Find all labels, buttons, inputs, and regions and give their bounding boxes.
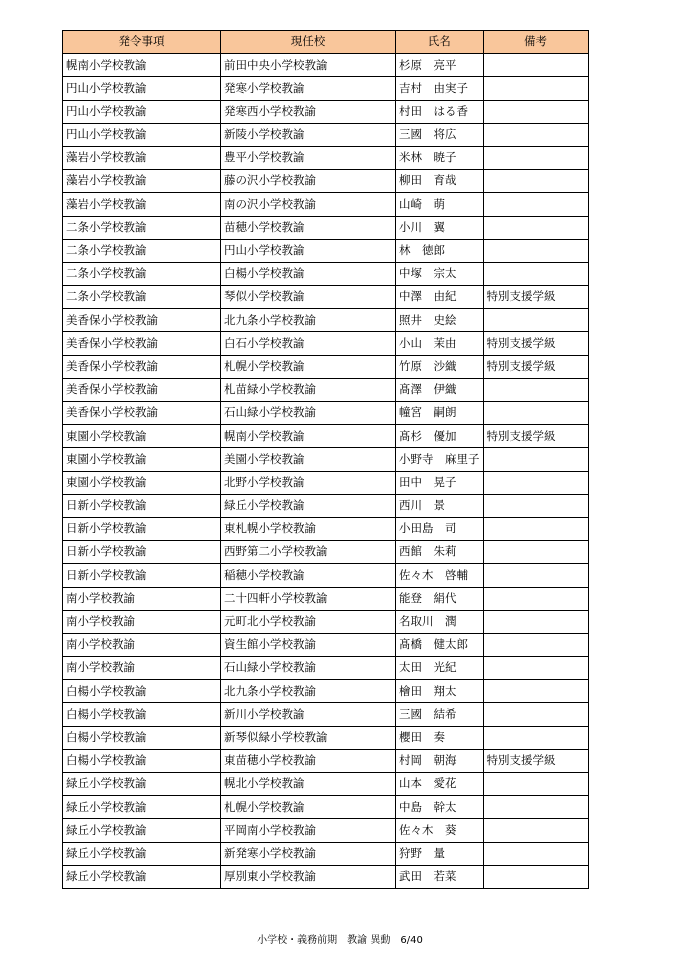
cell-name: 小田島 司 <box>396 517 484 540</box>
cell-current-school: 北九条小学校教諭 <box>221 309 396 332</box>
header-remarks: 備考 <box>483 31 588 54</box>
table-row <box>63 842 589 865</box>
cell-current-school: 苗穂小学校教諭 <box>221 216 396 239</box>
table-row <box>63 494 589 517</box>
table-row <box>63 471 589 494</box>
cell-current-school: 石山緑小学校教諭 <box>221 402 396 425</box>
cell-current-school: 北野小学校教諭 <box>221 471 396 494</box>
cell-remarks <box>483 541 588 564</box>
cell-name: 山崎 萌 <box>396 193 484 216</box>
cell-current-school: 札苗緑小学校教諭 <box>221 378 396 401</box>
cell-assignment: 美香保小学校教諭 <box>63 402 221 425</box>
cell-remarks <box>483 494 588 517</box>
table-row <box>63 587 589 610</box>
cell-assignment: 日新小学校教諭 <box>63 541 221 564</box>
cell-current-school: 西野第二小学校教諭 <box>221 541 396 564</box>
cell-current-school: 南の沢小学校教諭 <box>221 193 396 216</box>
cell-name: 狩野 量 <box>396 842 484 865</box>
cell-current-school: 白石小学校教諭 <box>221 332 396 355</box>
cell-name: 三國 結希 <box>396 703 484 726</box>
cell-current-school: 円山小学校教諭 <box>221 239 396 262</box>
cell-name: 能登 絹代 <box>396 587 484 610</box>
cell-current-school: 新川小学校教諭 <box>221 703 396 726</box>
cell-remarks: 特別支援学級 <box>483 425 588 448</box>
header-current-school: 現任校 <box>221 31 396 54</box>
cell-assignment: 日新小学校教諭 <box>63 564 221 587</box>
cell-current-school: 前田中央小学校教諭 <box>221 54 396 77</box>
cell-name: 髙杉 優加 <box>396 425 484 448</box>
table-row <box>63 100 589 123</box>
cell-name: 太田 光紀 <box>396 657 484 680</box>
table-row <box>63 286 589 309</box>
cell-name: 西川 景 <box>396 494 484 517</box>
cell-name: 中塚 宗太 <box>396 262 484 285</box>
cell-remarks <box>483 865 588 888</box>
cell-current-school: 厚別東小学校教諭 <box>221 865 396 888</box>
cell-remarks <box>483 703 588 726</box>
cell-name: 檜田 翔太 <box>396 680 484 703</box>
table-row <box>63 703 589 726</box>
table-row <box>63 402 589 425</box>
cell-assignment: 東園小学校教諭 <box>63 471 221 494</box>
cell-name: 佐々木 葵 <box>396 819 484 842</box>
cell-assignment: 緑丘小学校教諭 <box>63 796 221 819</box>
cell-name: 小川 翼 <box>396 216 484 239</box>
table-row <box>63 239 589 262</box>
cell-current-school: 札幌小学校教諭 <box>221 796 396 819</box>
table-row <box>63 633 589 656</box>
cell-assignment: 美香保小学校教諭 <box>63 309 221 332</box>
cell-assignment: 南小学校教諭 <box>63 633 221 656</box>
cell-assignment: 円山小学校教諭 <box>63 77 221 100</box>
cell-current-school: 幌南小学校教諭 <box>221 425 396 448</box>
cell-current-school: 豊平小学校教諭 <box>221 146 396 169</box>
cell-name: 名取川 潤 <box>396 610 484 633</box>
cell-remarks <box>483 146 588 169</box>
cell-assignment: 東園小学校教諭 <box>63 425 221 448</box>
cell-current-school: 資生館小学校教諭 <box>221 633 396 656</box>
cell-assignment: 白楊小学校教諭 <box>63 726 221 749</box>
cell-name: 髙橋 健太郎 <box>396 633 484 656</box>
cell-current-school: 二十四軒小学校教諭 <box>221 587 396 610</box>
cell-current-school: 白楊小学校教諭 <box>221 262 396 285</box>
table-row <box>63 54 589 77</box>
cell-assignment: 円山小学校教諭 <box>63 123 221 146</box>
cell-remarks <box>483 100 588 123</box>
cell-current-school: 石山緑小学校教諭 <box>221 657 396 680</box>
cell-name: 照井 史絵 <box>396 309 484 332</box>
cell-name: 山本 愛花 <box>396 773 484 796</box>
table-row <box>63 332 589 355</box>
cell-remarks <box>483 262 588 285</box>
cell-remarks <box>483 77 588 100</box>
cell-remarks <box>483 193 588 216</box>
cell-name: 柳田 育哉 <box>396 170 484 193</box>
cell-current-school: 北九条小学校教諭 <box>221 680 396 703</box>
cell-assignment: 二条小学校教諭 <box>63 262 221 285</box>
cell-name: 小野寺 麻里子 <box>396 448 484 471</box>
cell-remarks <box>483 610 588 633</box>
cell-assignment: 美香保小学校教諭 <box>63 378 221 401</box>
cell-remarks <box>483 239 588 262</box>
table-row <box>63 726 589 749</box>
table-row <box>63 193 589 216</box>
cell-assignment: 東園小学校教諭 <box>63 448 221 471</box>
cell-remarks <box>483 216 588 239</box>
table-row <box>63 123 589 146</box>
cell-assignment: 白楊小学校教諭 <box>63 749 221 772</box>
cell-name: 中島 幹太 <box>396 796 484 819</box>
cell-remarks <box>483 773 588 796</box>
cell-assignment: 藻岩小学校教諭 <box>63 193 221 216</box>
cell-current-school: 新発寒小学校教諭 <box>221 842 396 865</box>
cell-current-school: 琴似小学校教諭 <box>221 286 396 309</box>
cell-remarks <box>483 842 588 865</box>
cell-current-school: 元町北小学校教諭 <box>221 610 396 633</box>
table-row <box>63 378 589 401</box>
cell-assignment: 藻岩小学校教諭 <box>63 170 221 193</box>
cell-current-school: 札幌小学校教諭 <box>221 355 396 378</box>
cell-current-school: 美園小学校教諭 <box>221 448 396 471</box>
table-row <box>63 610 589 633</box>
personnel-table <box>62 30 589 889</box>
cell-name: 中澤 由紀 <box>396 286 484 309</box>
cell-name: 米林 暁子 <box>396 146 484 169</box>
table-row <box>63 541 589 564</box>
cell-remarks <box>483 54 588 77</box>
cell-assignment: 緑丘小学校教諭 <box>63 842 221 865</box>
cell-assignment: 緑丘小学校教諭 <box>63 819 221 842</box>
cell-assignment: 美香保小学校教諭 <box>63 355 221 378</box>
cell-assignment: 白楊小学校教諭 <box>63 680 221 703</box>
cell-remarks <box>483 633 588 656</box>
header-assignment: 発令事項 <box>63 31 221 54</box>
cell-current-school: 発寒小学校教諭 <box>221 77 396 100</box>
cell-assignment: 南小学校教諭 <box>63 657 221 680</box>
cell-name: 村田 はる香 <box>396 100 484 123</box>
cell-assignment: 二条小学校教諭 <box>63 286 221 309</box>
cell-assignment: 緑丘小学校教諭 <box>63 773 221 796</box>
cell-current-school: 新琴似緑小学校教諭 <box>221 726 396 749</box>
cell-name: 小山 茉由 <box>396 332 484 355</box>
cell-name: 武田 若菜 <box>396 865 484 888</box>
cell-remarks <box>483 819 588 842</box>
cell-current-school: 緑丘小学校教諭 <box>221 494 396 517</box>
cell-name: 櫻田 奏 <box>396 726 484 749</box>
table-row <box>63 749 589 772</box>
cell-remarks: 特別支援学級 <box>483 332 588 355</box>
table-row <box>63 309 589 332</box>
cell-remarks <box>483 587 588 610</box>
cell-assignment: 南小学校教諭 <box>63 587 221 610</box>
cell-remarks <box>483 309 588 332</box>
cell-name: 幢宮 嗣朗 <box>396 402 484 425</box>
cell-name: 竹原 沙織 <box>396 355 484 378</box>
table-row <box>63 657 589 680</box>
cell-assignment: 緑丘小学校教諭 <box>63 865 221 888</box>
cell-name: 佐々木 啓輔 <box>396 564 484 587</box>
cell-name: 田中 晃子 <box>396 471 484 494</box>
cell-remarks <box>483 170 588 193</box>
table-header-row <box>63 31 589 54</box>
table-row <box>63 77 589 100</box>
cell-remarks <box>483 564 588 587</box>
cell-remarks: 特別支援学級 <box>483 749 588 772</box>
cell-current-school: 平岡南小学校教諭 <box>221 819 396 842</box>
cell-current-school: 幌北小学校教諭 <box>221 773 396 796</box>
table-row <box>63 773 589 796</box>
table-row <box>63 146 589 169</box>
table-row <box>63 796 589 819</box>
cell-assignment: 南小学校教諭 <box>63 610 221 633</box>
table-row <box>63 355 589 378</box>
cell-current-school: 発寒西小学校教諭 <box>221 100 396 123</box>
page-footer: 小学校・義務前期 教諭 異動 6/40 <box>257 935 423 946</box>
cell-name: 杉原 亮平 <box>396 54 484 77</box>
cell-remarks <box>483 726 588 749</box>
cell-remarks <box>483 378 588 401</box>
table-row <box>63 865 589 888</box>
cell-assignment: 日新小学校教諭 <box>63 494 221 517</box>
cell-assignment: 白楊小学校教諭 <box>63 703 221 726</box>
table-row <box>63 680 589 703</box>
cell-current-school: 稲穂小学校教諭 <box>221 564 396 587</box>
cell-name: 村岡 朝海 <box>396 749 484 772</box>
cell-name: 三國 将広 <box>396 123 484 146</box>
cell-name: 髙澤 伊織 <box>396 378 484 401</box>
cell-remarks <box>483 471 588 494</box>
table-row <box>63 517 589 540</box>
cell-remarks <box>483 448 588 471</box>
table-row <box>63 448 589 471</box>
cell-remarks: 特別支援学級 <box>483 355 588 378</box>
cell-current-school: 東苗穂小学校教諭 <box>221 749 396 772</box>
cell-assignment: 美香保小学校教諭 <box>63 332 221 355</box>
cell-assignment: 円山小学校教諭 <box>63 100 221 123</box>
cell-assignment: 二条小学校教諭 <box>63 239 221 262</box>
cell-current-school: 藤の沢小学校教諭 <box>221 170 396 193</box>
cell-name: 林 徳郎 <box>396 239 484 262</box>
cell-remarks <box>483 796 588 819</box>
cell-remarks: 特別支援学級 <box>483 286 588 309</box>
table-row <box>63 819 589 842</box>
cell-assignment: 藻岩小学校教諭 <box>63 146 221 169</box>
table-row <box>63 216 589 239</box>
cell-remarks <box>483 123 588 146</box>
cell-remarks <box>483 402 588 425</box>
table-row <box>63 170 589 193</box>
cell-current-school: 東札幌小学校教諭 <box>221 517 396 540</box>
cell-remarks <box>483 680 588 703</box>
cell-name: 西館 朱莉 <box>396 541 484 564</box>
cell-assignment: 日新小学校教諭 <box>63 517 221 540</box>
table-row <box>63 425 589 448</box>
cell-remarks <box>483 517 588 540</box>
cell-assignment: 幌南小学校教諭 <box>63 54 221 77</box>
cell-remarks <box>483 657 588 680</box>
table-row <box>63 564 589 587</box>
cell-name: 吉村 由実子 <box>396 77 484 100</box>
header-name: 氏名 <box>396 31 484 54</box>
cell-assignment: 二条小学校教諭 <box>63 216 221 239</box>
cell-current-school: 新陵小学校教諭 <box>221 123 396 146</box>
table-row <box>63 262 589 285</box>
